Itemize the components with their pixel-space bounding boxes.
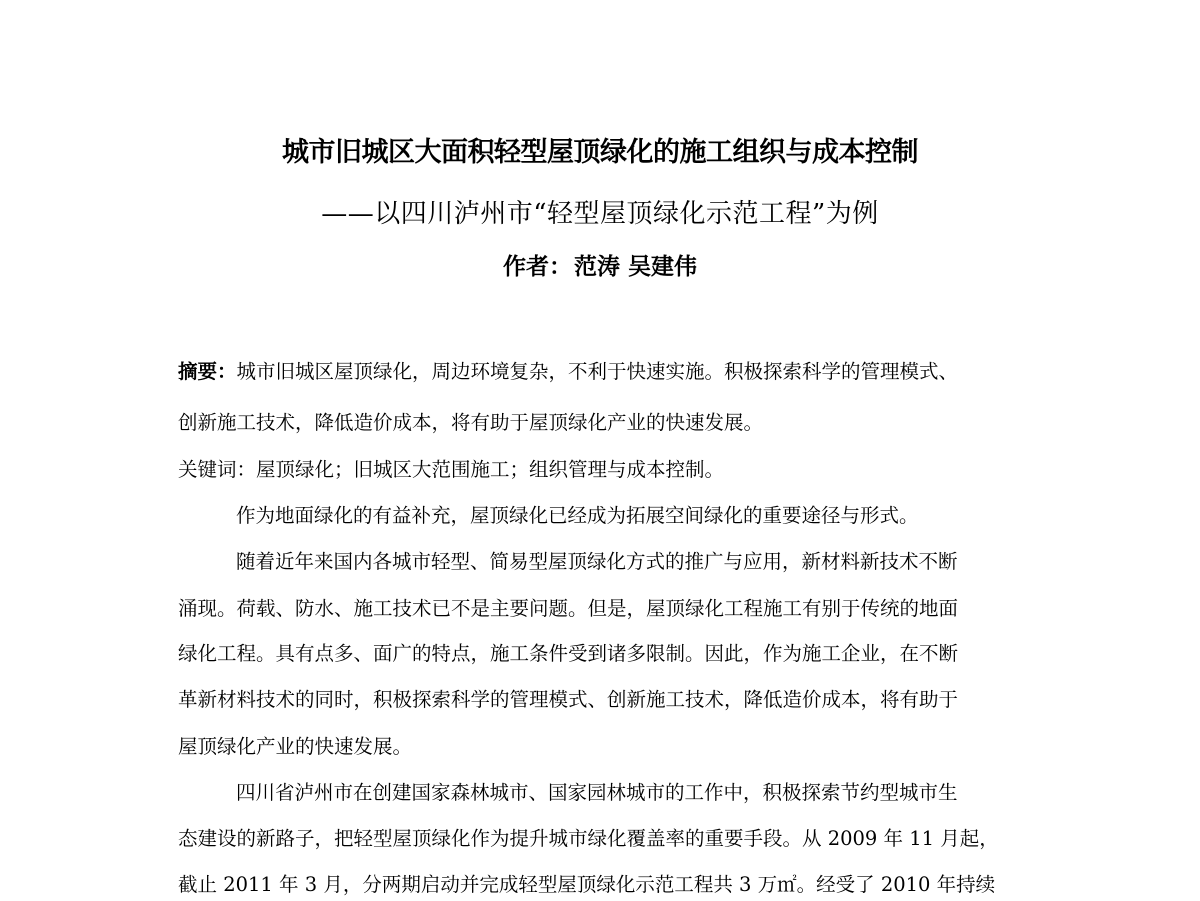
body-line-9: 截止 2011 年 3 月，分两期启动并完成轻型屋顶绿化示范工程共 3 万㎡。经受了 2010 年持续 xyxy=(178,873,996,896)
authors-names: 范涛 吴建伟 xyxy=(573,254,697,280)
paper-authors xyxy=(0,248,1200,281)
body-line-1: 作为地面绿化的有益补充，屋顶绿化已经成为拓展空间绿化的重要途径与形式。 xyxy=(236,504,919,527)
abstract-text-1: 城市旧城区屋顶绿化，周边环境复杂，不利于快速实施。积极探索科学的管理模式、 xyxy=(236,360,959,383)
body-line-6: 屋顶绿化产业的快速发展。 xyxy=(178,735,413,758)
body-line-4: 绿化工程。具有点多、面广的特点，施工条件受到诸多限制。因此，作为施工企业，在不断 xyxy=(178,642,959,665)
body-line-3: 涌现。荷载、防水、施工技术已不是主要问题。但是，屋顶绿化工程施工有别于传统的地面 xyxy=(178,597,959,620)
abstract-line-2: 创新施工技术，降低造价成本，将有助于屋顶绿化产业的快速发展。 xyxy=(178,411,764,434)
body-line-5: 革新材料技术的同时，积极探索科学的管理模式、创新施工技术，降低造价成本，将有助于 xyxy=(178,688,959,711)
abstract-line-1 xyxy=(178,359,1028,385)
authors-label: 作者： xyxy=(502,254,572,280)
abstract-label: 摘要： xyxy=(178,360,237,383)
body-line-7: 四川省泸州市在创建国家森林城市、国家园林城市的工作中，积极探索节约型城市生 xyxy=(236,781,958,804)
body-line-2: 随着近年来国内各城市轻型、简易型屋顶绿化方式的推广与应用，新材料新技术不断 xyxy=(236,550,958,573)
keywords-line: 关键词：屋顶绿化；旧城区大范围施工；组织管理与成本控制。 xyxy=(178,458,725,481)
paper-title: 城市旧城区大面积轻型屋顶绿化的施工组织与成本控制 xyxy=(282,137,918,168)
body-line-8: 态建设的新路子，把轻型屋顶绿化作为提升城市绿化覆盖率的重要手段。从 2009 年 11 月起， xyxy=(178,827,999,850)
paper-subtitle: ——以四川泸州市“轻型屋顶绿化示范工程”为例 xyxy=(321,199,879,229)
